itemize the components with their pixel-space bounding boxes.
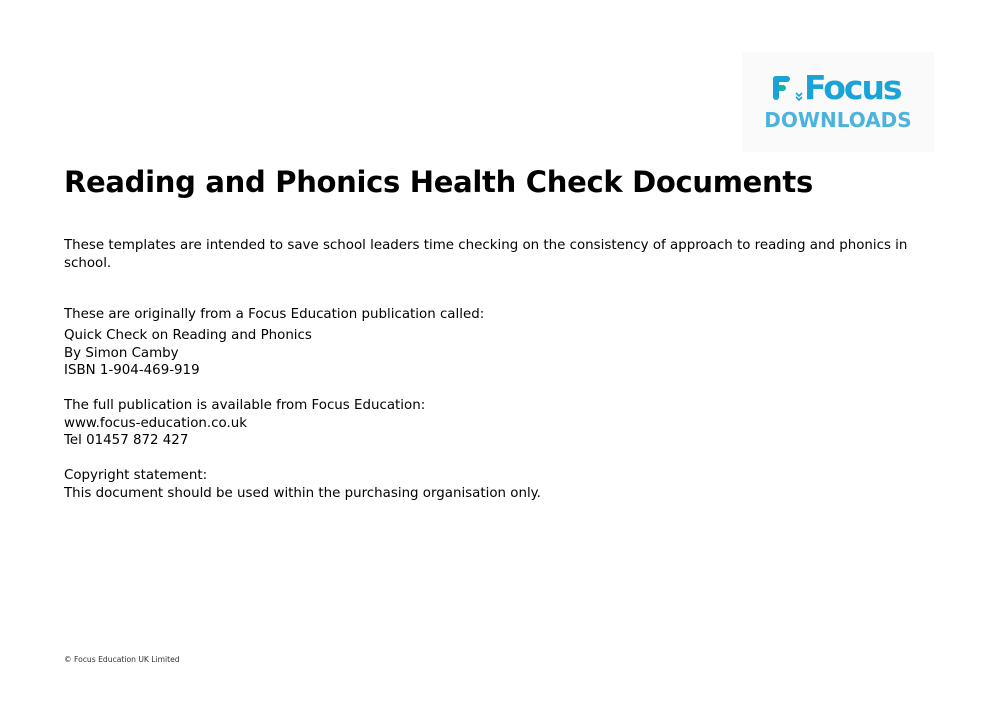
publication-isbn: ISBN 1-904-469-919	[64, 363, 200, 378]
logo-wordmark: Focus	[804, 68, 901, 107]
publication-title: Quick Check on Reading and Phonics	[64, 328, 312, 343]
publication-details	[64, 327, 312, 380]
page-title: Reading and Phonics Health Check Documents	[64, 165, 813, 199]
availability-line: The full publication is available from Focus Education:	[64, 398, 426, 413]
website-link[interactable]: www.focus-education.co.uk	[64, 415, 247, 431]
telephone-number: Tel 01457 872 427	[64, 433, 189, 448]
footer-copyright: © Focus Education UK Limited	[64, 655, 180, 664]
origin-line: These are originally from a Focus Education publication called:	[64, 307, 485, 322]
copyright-section	[64, 467, 541, 502]
intro-paragraph: These templates are intended to save school leaders time checking on the consistency of approach to reading and phonics in school.	[64, 238, 908, 271]
publication-author: By Simon Camby	[64, 345, 179, 361]
copyright-text: This document should be used within the purchasing organisation only.	[64, 485, 541, 501]
availability-details	[64, 397, 425, 450]
focus-downloads-logo	[742, 52, 934, 152]
logo-subtitle: DOWNLOADS	[764, 108, 912, 132]
copyright-heading: Copyright statement:	[64, 468, 208, 483]
